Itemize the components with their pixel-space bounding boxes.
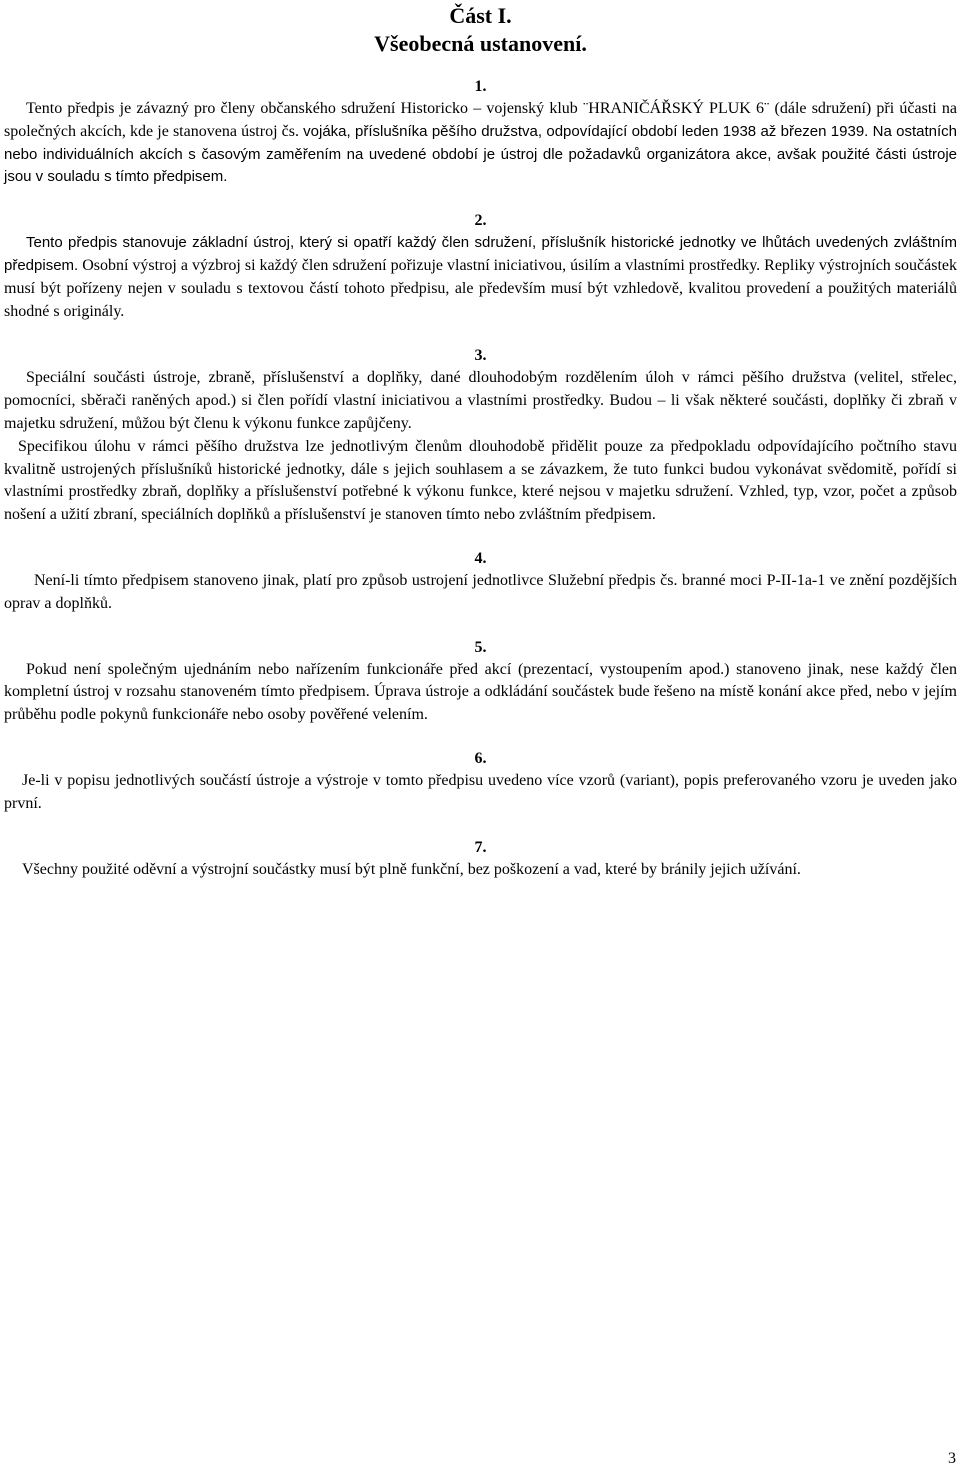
paragraph-text: Tento předpis stanovuje základní ústroj, který si opatří každý člen sdružení, příslušník historické jednotky ve lhůtách uvedených zvláštním předpisem. xyxy=(4,234,957,274)
document-title xyxy=(4,2,957,58)
section-paragraph xyxy=(4,436,957,527)
section-2 xyxy=(4,210,957,323)
paragraph-text: Pokud není společným ujednáním nebo nařízením funkcionáře před akcí (prezentací, vystoupením apod.) stanoveno jinak, nese každý člen kompletní ústroj v rozsahu stanoveném tímto předpisem. Úprava ústroje a odkládání součástek bude řešeno na místě konání akce před, nebo v jejím průběhu podle pokynů funkcionáře nebo osoby pověřené velením. xyxy=(4,660,957,724)
paragraph-text: Osobní výstroj a výzbroj si každý člen sdružení pořizuje vlastní iniciativou, úsilím a vlastními prostředky. Repliky výstrojních součástek musí být pořízeny nejen v souladu s textovou částí tohoto předpisu, ale především musí být vzhledově, kvalitou provedení a použitých materiálů shodné s originály. xyxy=(4,256,958,320)
section-paragraph xyxy=(4,232,957,323)
section-number: 4. xyxy=(474,549,487,567)
section-3 xyxy=(4,345,957,527)
section-number: 5. xyxy=(474,638,487,656)
paragraph-text: Specifikou úlohu v rámci pěšího družstva lze jednotlivým členům dlouhodobě přidělit pouze za předpokladu odpovídajícího počtního stavu kvalitně ustrojených příslušníků historické jednotky, dále s jejich souhlasem a se závazkem, že tuto funkci budou vykonávat svědomitě, pořídí si vlastními prostředky zbraň, doplňky a příslušenství potřebné k výkonu funkce, které nejsou v majetku sdružení. Vzhled, typ, vzor, počet a způsob nošení a užití zbraní, speciálních doplňků a příslušenství je stanoven tímto nebo zvláštním předpisem. xyxy=(4,437,957,524)
section-number: 6. xyxy=(474,749,487,767)
sections-container xyxy=(4,76,957,881)
section-number: 2. xyxy=(474,212,487,230)
paragraph-text: Není-li tímto předpisem stanoveno jinak, platí pro způsob ustrojení jednotlivce Služební předpis čs. branné moci P-II-1a-1 ve znění pozdějších oprav a doplňků. xyxy=(4,571,957,612)
part-heading: Část I. xyxy=(449,3,512,28)
section-6 xyxy=(4,748,957,816)
section-number: 1. xyxy=(474,78,487,95)
section-paragraph xyxy=(4,659,957,727)
section-paragraph xyxy=(4,367,957,435)
paragraph-text: Speciální součásti ústroje, zbraně, příslušenství a doplňky, dané dlouhodobým rozdělením úloh v rámci pěšího družstva (velitel, střelec, pomocníci, sběrači raněných apod.) si člen pořídí vlastní iniciativou a vlastními prostředky. Budou – li však některé součásti, doplňky či zbraň v majetku sdružení, můžou být členu k výkonu funkce zapůjčeny. xyxy=(4,369,957,432)
section-paragraph xyxy=(4,98,957,189)
paragraph-text: Všechny použité oděvní a výstrojní součástky musí být plně funkční, bez poškození a vad, které by bránily jejich užívání. xyxy=(22,860,801,878)
section-paragraph xyxy=(4,770,957,816)
paragraph-text: Tento předpis je závazný pro členy občanského sdružení Historicko – vojenský klub ¨HRANIČÁŘSKÝ PLUK 6¨ (dále sdružení) při účasti na společných akcích, kde je stanovena ústroj čs. xyxy=(4,100,957,140)
section-number: 3. xyxy=(474,347,487,365)
paragraph-text: Je-li v popisu jednotlivých součástí ústroje a výstroje v tomto předpisu uvedeno více vzorů (variant), popis preferovaného vzoru je uveden jako první. xyxy=(4,771,957,812)
section-number: 7. xyxy=(474,838,487,856)
paragraph-text: vojáka, příslušníka pěšího družstva, odpovídající období leden 1938 až březen 1939. Na ostatních nebo individuálních akcích s časovým zaměřením na uvedené období je ústroj dle požadavků organizátora akce, avšak použité části ústroje jsou v souladu s tímto předpisem. xyxy=(4,122,958,186)
section-paragraph xyxy=(4,570,957,616)
section-7 xyxy=(4,837,957,882)
section-4 xyxy=(4,548,957,616)
section-1 xyxy=(4,76,957,189)
page-number: 3 xyxy=(948,1450,956,1467)
document-page xyxy=(4,0,957,881)
section-5 xyxy=(4,637,957,727)
section-paragraph xyxy=(4,859,957,882)
part-subtitle: Všeobecná ustanovení. xyxy=(374,31,587,56)
